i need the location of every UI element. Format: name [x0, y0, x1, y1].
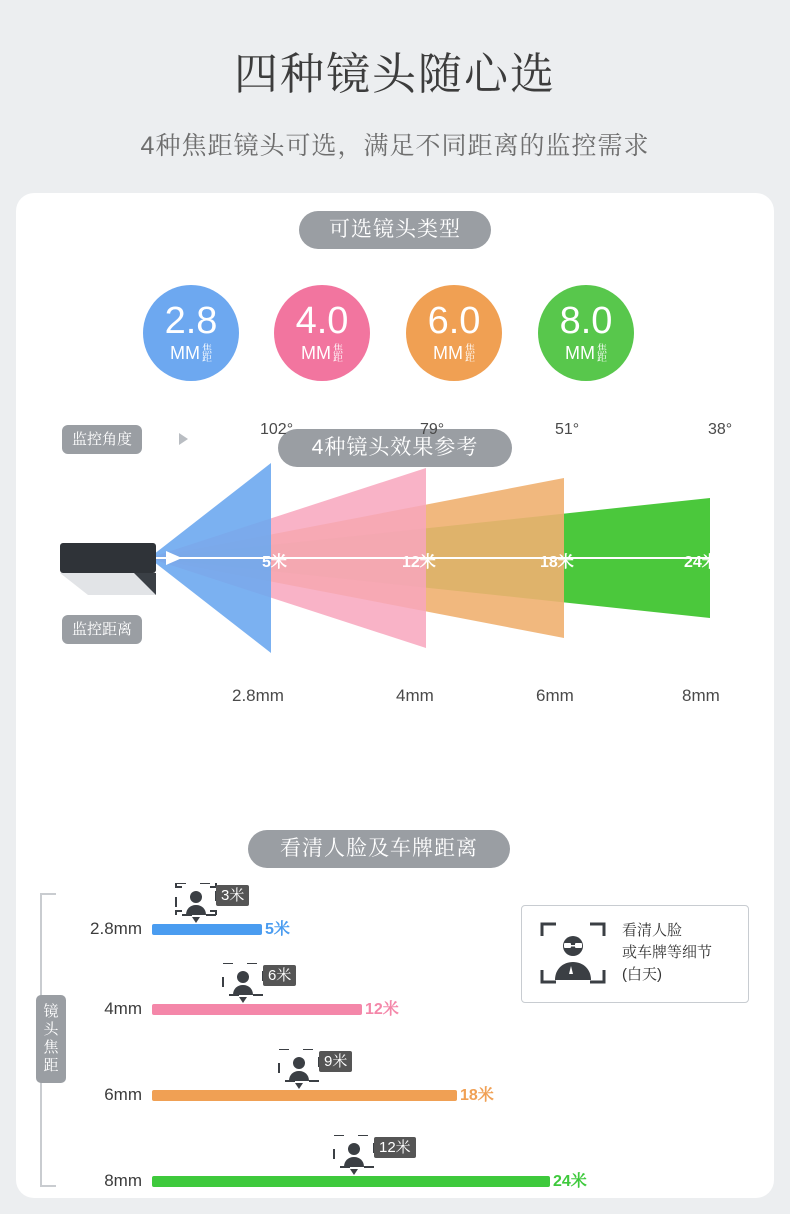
person-distance-6mm: 9米 — [319, 1051, 352, 1072]
lens-circle-sub: 焦 距 — [333, 344, 343, 365]
page-header — [0, 0, 790, 162]
lens-label-8mm: 8mm — [682, 686, 720, 705]
lens-circle-value: 6.0 — [427, 300, 481, 342]
bar-label-8mm: 8mm — [104, 1171, 142, 1190]
lens-circle-sub: 焦 距 — [465, 344, 475, 365]
page-title: 四种镜头随心选 — [234, 50, 556, 99]
lens-circle-6_0 — [406, 285, 502, 381]
bar-label-2_8mm: 2.8mm — [90, 919, 142, 938]
note-line-1: 看清人脸 — [622, 922, 683, 939]
monitor-distance-tag: 监控距离 — [62, 615, 142, 644]
lens-circle-unit — [406, 343, 502, 363]
face-distance-title: 看清人脸及车牌距离 — [248, 830, 510, 868]
bar-end-label-2_8mm: 5米 — [265, 921, 290, 938]
lens-circle-value: 2.8 — [164, 300, 218, 342]
lens-circle-mm: MM — [170, 343, 200, 363]
note-text — [622, 920, 712, 986]
bar-end-label-8mm: 24米 — [553, 1173, 587, 1190]
lens-types-title: 可选镜头类型 — [299, 211, 491, 249]
distance-label-18m: 18米 — [540, 554, 574, 571]
chart-axis-label: 镜 头 焦 距 — [36, 995, 66, 1083]
lens-circle-unit — [538, 343, 634, 363]
bar-end-label-4mm: 12米 — [365, 1001, 399, 1018]
distance-label-24m: 24米 — [684, 554, 718, 571]
content-card — [16, 193, 774, 1198]
lens-circle-4_0 — [274, 285, 370, 381]
camera-body — [60, 543, 156, 573]
lens-circle-sub: 焦 距 — [202, 344, 212, 365]
face-distance-chart — [16, 883, 774, 1190]
monitor-angle-tag: 监控角度 — [62, 425, 142, 454]
lens-circle-mm: MM — [433, 343, 463, 363]
face-detect-icon — [538, 918, 608, 988]
bar-label-6mm: 6mm — [104, 1085, 142, 1104]
bar-label-4mm: 4mm — [104, 999, 142, 1018]
angle-label-38: 38° — [708, 421, 733, 438]
note-box — [521, 905, 749, 1003]
lens-label-4mm: 4mm — [396, 686, 434, 705]
lens-circle-sub: 焦 距 — [597, 344, 607, 365]
person-distance-8mm: 12米 — [374, 1137, 416, 1158]
lens-circle-2_8 — [143, 285, 239, 381]
angle-label-51: 51° — [555, 421, 580, 438]
distance-label-12m: 12米 — [402, 554, 436, 571]
angle-tag-arrow — [179, 433, 188, 445]
lens-circle-unit — [143, 343, 239, 363]
bar-end-label-6mm: 18米 — [460, 1087, 494, 1104]
lens-circle-value: 8.0 — [559, 300, 613, 342]
effect-title: 4种镜头效果参考 — [278, 429, 512, 467]
distance-label-5m: 5米 — [262, 554, 287, 571]
note-line-2: 或车牌等细节 — [622, 944, 713, 961]
note-line-3: (白天) — [622, 966, 662, 983]
page-subtitle: 4种焦距镜头可选，满足不同距离的监控需求 — [140, 132, 650, 160]
angle-label-79: 79° — [420, 421, 445, 438]
angle-label-102: 102° — [260, 421, 294, 438]
lens-circle-8_0 — [538, 285, 634, 381]
lens-label-2_8mm: 2.8mm — [232, 686, 284, 705]
person-distance-2_8mm: 3米 — [216, 885, 249, 906]
lens-circle-mm: MM — [565, 343, 595, 363]
lens-label-6mm: 6mm — [536, 686, 574, 705]
lens-circle-mm: MM — [301, 343, 331, 363]
person-distance-4mm: 6米 — [263, 965, 296, 986]
lens-circle-unit — [274, 343, 370, 363]
lens-circle-value: 4.0 — [295, 300, 349, 342]
